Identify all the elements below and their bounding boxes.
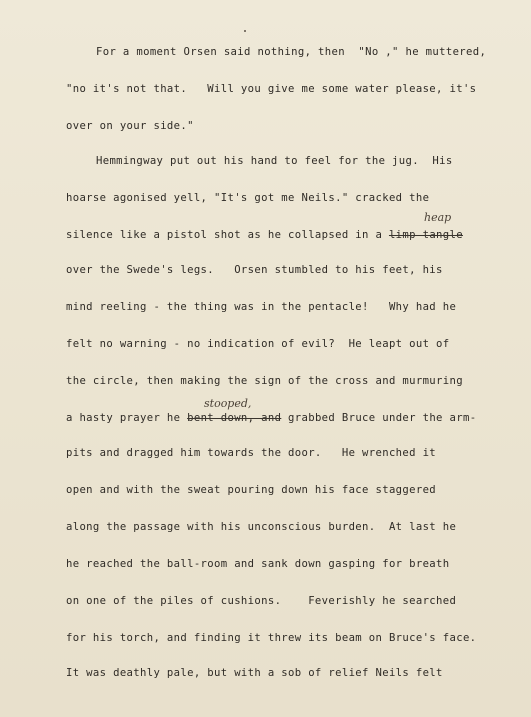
text-line: on one of the piles of cushions. Feverishly he searched — [66, 595, 457, 607]
text-line: he reached the ball-room and sank down gasping for breath — [66, 558, 450, 570]
struck-text: limp tangle — [388, 229, 463, 241]
text-line: felt no warning - no indication of evil? He leapt out of — [66, 338, 450, 350]
text-line: mind reeling - the thing was in the pentacle! Why had he — [66, 301, 457, 313]
text-line: Hemmingway put out his hand to feel for the jug. His — [96, 155, 453, 167]
text-line: For a moment Orsen said nothing, then "No ," he muttered, — [96, 46, 487, 58]
text-line: for his torch, and finding it threw its beam on Bruce's face. — [66, 632, 477, 644]
struck-text: bent down, and — [187, 412, 282, 424]
text-line: along the passage with his unconscious burden. At last he — [66, 521, 457, 533]
handwritten-correction-stooped: stooped, — [204, 397, 252, 410]
text-line: hoarse agonised yell, "It's got me Neils." cracked the — [66, 192, 430, 204]
text-line: open and with the sweat pouring down his face staggered — [66, 484, 437, 496]
text-line: over on your side." — [66, 120, 194, 132]
text-line: silence like a pistol shot as he collapsed in a limp tangle — [66, 229, 463, 241]
text-line: a hasty prayer he bent down, and grabbed Bruce under the arm- — [66, 412, 477, 424]
text-line: It was deathly pale, but with a sob of relief Neils felt — [66, 667, 443, 679]
text-line: "no it's not that. Will you give me some water please, it's — [66, 83, 477, 95]
text-line: the circle, then making the sign of the cross and murmuring — [66, 375, 463, 387]
text-line: pits and dragged him towards the door. He wrenched it — [66, 447, 437, 459]
handwritten-correction-heap: heap — [424, 211, 452, 224]
text-line: over the Swede's legs. Orsen stumbled to his feet, his — [66, 264, 443, 276]
